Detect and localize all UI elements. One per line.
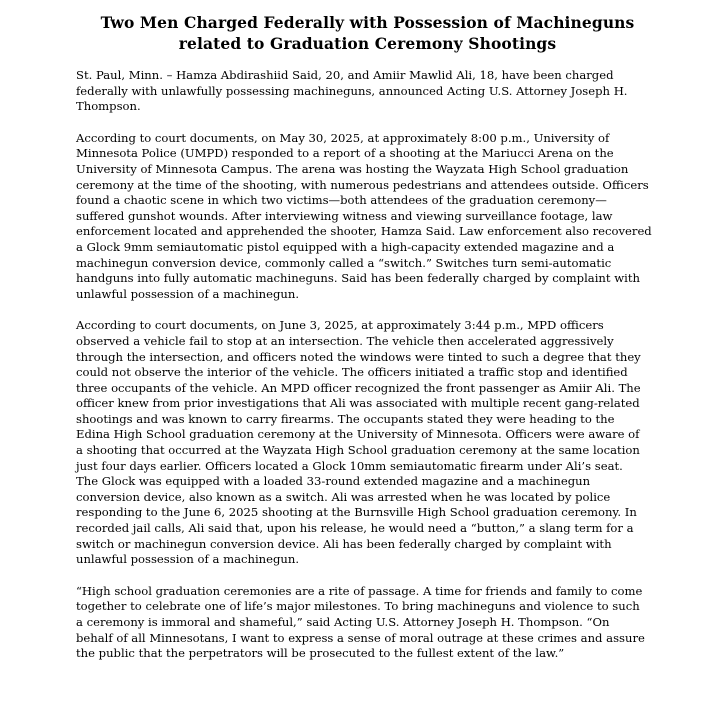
paragraph-line: officer knew from prior investigations that Ali was associated with multiple recent gang-related: [76, 396, 640, 411]
press-release-title: [76, 12, 659, 54]
paragraph-line: a Glock 9mm semiautomatic pistol equipped with a high-capacity extended magazine and a: [76, 239, 615, 254]
paragraph-line: Edina High School graduation ceremony at the University of Minnesota. Officers were aware of: [76, 427, 640, 442]
paragraph-line: a shooting that occurred at the Wayzata High School graduation ceremony at the same location: [76, 443, 640, 458]
paragraph-line: just four days earlier. Officers located a Glock 10mm semiautomatic firearm under Ali’s seat.: [76, 458, 623, 473]
paragraph-line: University of Minnesota Campus. The arena was hosting the Wayzata High School graduation: [76, 161, 629, 176]
paragraph-line: unlawful possession of a machinegun.: [76, 552, 300, 567]
said-case-paragraph: [76, 131, 659, 303]
paragraph-line: three occupants of the vehicle. An MPD officer recognized the front passenger as Amiir Ali. The: [76, 380, 641, 395]
paragraph-line: Minnesota Police (UMPD) responded to a report of a shooting at the Mariucci Arena on the: [76, 146, 614, 161]
paragraph-line: found a chaotic scene in which two victims—both attendees of the graduation ceremony—: [76, 193, 607, 208]
paragraph-line: enforcement located and apprehended the shooter, Hamza Said. Law enforcement also recovered: [76, 224, 652, 239]
title-line: related to Graduation Ceremony Shootings: [178, 34, 557, 53]
paragraph-line: the public that the perpetrators will be prosecuted to the fullest extent of the law.”: [76, 646, 565, 661]
paragraph-line: According to court documents, on June 3, 2025, at approximately 3:44 p.m., MPD officers: [76, 318, 604, 333]
paragraph-line: shootings and was known to carry firearms. The occupants stated they were heading to the: [76, 411, 615, 426]
paragraph-line: observed a vehicle fail to stop at an intersection. The vehicle then accelerated aggressively: [76, 333, 614, 348]
ali-case-paragraph: [76, 318, 659, 568]
paragraph-line: St. Paul, Minn. – Hamza Abdirashiid Said, 20, and Amiir Mawlid Ali, 18, have been charged: [76, 68, 614, 82]
paragraph-line: through the intersection, and officers noted the windows were tinted to such a degree that they: [76, 349, 641, 364]
paragraph-line: Thompson.: [76, 99, 141, 114]
paragraph-line: together to celebrate one of life’s major milestones. To bring machineguns and violence to such: [76, 599, 640, 614]
intro-paragraph: [76, 68, 659, 115]
paragraph-line: ceremony at the time of the shooting, with numerous pedestrians and attendees outside. Officers: [76, 177, 649, 192]
paragraph-line: unlawful possession of a machinegun.: [76, 286, 300, 301]
paragraph-line: behalf of all Minnesotans, I want to express a sense of moral outrage at these crimes and assure: [76, 630, 645, 645]
paragraph-line: suffered gunshot wounds. After interviewing witness and viewing surveillance footage, law: [76, 208, 613, 223]
attorney-quote-paragraph: [76, 584, 659, 662]
paragraph-line: “High school graduation ceremonies are a rite of passage. A time for friends and family to come: [76, 583, 643, 598]
paragraph-line: federally with unlawfully possessing machineguns, announced Acting U.S. Attorney Joseph H.: [76, 83, 628, 98]
press-release-body: [76, 68, 659, 662]
paragraph-line: responding to the June 6, 2025 shooting at the Burnsville High School graduation ceremony. In: [76, 505, 637, 520]
paragraph-line: According to court documents, on May 30, 2025, at approximately 8:00 p.m., University of: [76, 130, 610, 145]
paragraph-line: conversion device, also known as a switch. Ali was arrested when he was located by police: [76, 489, 611, 504]
paragraph-line: machinegun conversion device, commonly called a “switch.” Switches turn semi-automatic: [76, 255, 612, 270]
paragraph-line: handguns into fully automatic machineguns. Said has been federally charged by complaint with: [76, 271, 640, 286]
paragraph-line: a ceremony is immoral and shameful,” said Acting U.S. Attorney Joseph H. Thompson. “On: [76, 615, 610, 629]
paragraph-line: recorded jail calls, Ali said that, upon his release, he would need a “button,” a slang term for a: [76, 521, 634, 536]
paragraph-line: The Glock was equipped with a loaded 33-round extended magazine and a machinegun: [76, 474, 591, 489]
paragraph-line: could not observe the interior of the vehicle. The officers initiated a traffic stop and identified: [76, 365, 628, 380]
title-line: Two Men Charged Federally with Possession of Machineguns: [100, 13, 635, 32]
press-release-page: [76, 12, 659, 678]
paragraph-line: switch or machinegun conversion device. Ali has been federally charged by complaint with: [76, 536, 612, 551]
